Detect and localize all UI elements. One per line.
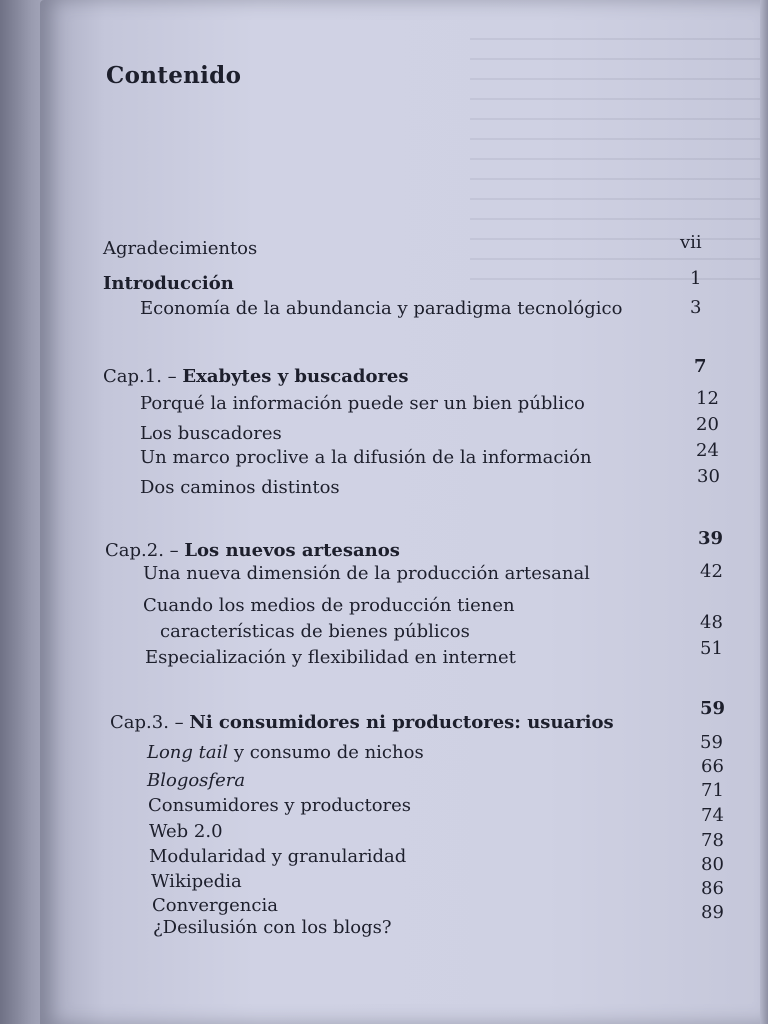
chapter-prefix: Cap.3. –: [110, 712, 190, 733]
toc-page-number: 24: [696, 440, 719, 461]
toc-entry-label: Porqué la información puede ser un bien público: [140, 393, 585, 414]
toc-page-number: 74: [701, 805, 724, 826]
toc-entry: [147, 770, 245, 791]
toc-entry: [147, 742, 424, 763]
toc-page-number: vii: [680, 232, 702, 253]
toc-entry-label: características de bienes públicos: [160, 621, 470, 642]
toc-page-number: 71: [701, 780, 724, 801]
toc-page-number: 80: [701, 854, 724, 875]
toc-entry: [152, 895, 278, 916]
toc-page-number: 42: [700, 561, 723, 582]
chapter-prefix: Cap.2. –: [105, 540, 185, 561]
toc-entry: [140, 298, 622, 319]
toc-page-number: 3: [690, 297, 702, 318]
toc-page-number: 89: [701, 902, 724, 923]
toc-entry-label: Blogosfera: [147, 770, 246, 791]
chapter-title: Exabytes y buscadores: [182, 366, 409, 387]
toc-entry: [103, 238, 257, 259]
toc-entry: [140, 393, 585, 414]
toc-page-number: 66: [701, 756, 724, 777]
toc-entry: [145, 647, 516, 668]
toc-page-number: 59: [700, 698, 726, 719]
chapter-prefix: Cap.1. –: [103, 366, 183, 387]
toc-page-number: 48: [700, 612, 723, 633]
toc-entry: [143, 595, 515, 616]
toc-page-number: 39: [698, 528, 724, 549]
toc-entry: [160, 621, 470, 642]
toc-entry-label: Web 2.0: [149, 821, 223, 842]
toc-entry-label: Una nueva dimensión de la producción artesanal: [143, 563, 590, 584]
toc-page-number: 51: [700, 638, 723, 659]
toc-entry-label: Wikipedia: [151, 871, 242, 892]
toc-page-number: 86: [701, 878, 724, 899]
toc-entry: [149, 821, 223, 842]
toc-entry-label: Dos caminos distintos: [140, 477, 340, 498]
toc-entry-label: Especialización y flexibilidad en internet: [145, 647, 516, 668]
toc-entry-label: Modularidad y granularidad: [149, 846, 407, 867]
toc-page-number: 12: [696, 388, 719, 409]
toc-page-number: 20: [696, 414, 719, 435]
toc-entry-label: Introducción: [103, 273, 234, 294]
toc-entry-label: Los buscadores: [140, 423, 282, 444]
toc-entry-label: Cuando los medios de producción tienen: [143, 595, 515, 616]
toc-entry: [143, 563, 590, 584]
toc-entry-label: Economía de la abundancia y paradigma tecnológico: [140, 298, 623, 319]
chapter-title: Los nuevos artesanos: [184, 540, 400, 561]
toc-entry-label: Consumidores y productores: [148, 795, 412, 816]
toc-entry-label: y consumo de nichos: [228, 742, 424, 763]
toc-entry: [149, 846, 406, 867]
page-title: Contenido: [106, 62, 242, 89]
toc-chapter-heading: [110, 712, 614, 733]
toc-entry-label: Un marco proclive a la difusión de la información: [140, 447, 592, 468]
toc-page-number: 1: [690, 268, 702, 289]
toc-entry: [140, 477, 340, 498]
toc-entry: [148, 795, 411, 816]
toc-entry: [140, 423, 282, 444]
toc-entry-label: Agradecimientos: [103, 238, 258, 259]
toc-entry: [151, 871, 242, 892]
toc-entry-label-italic: Long tail: [147, 742, 229, 763]
toc-page-number: 30: [697, 466, 720, 487]
toc-page-number: 78: [701, 830, 724, 851]
chapter-title: Ni consumidores ni productores: usuarios: [189, 712, 614, 733]
toc-entry-label: ¿Desilusión con los blogs?: [153, 917, 392, 938]
toc-entry: [140, 447, 592, 468]
toc-chapter-heading: [105, 540, 400, 561]
toc-entry-label: Convergencia: [152, 895, 278, 916]
toc-section-heading: [103, 273, 234, 294]
toc-entry: [153, 917, 392, 938]
toc-page-number: 7: [694, 356, 707, 377]
toc-page-number: 59: [700, 732, 723, 753]
toc-chapter-heading: [103, 366, 409, 387]
